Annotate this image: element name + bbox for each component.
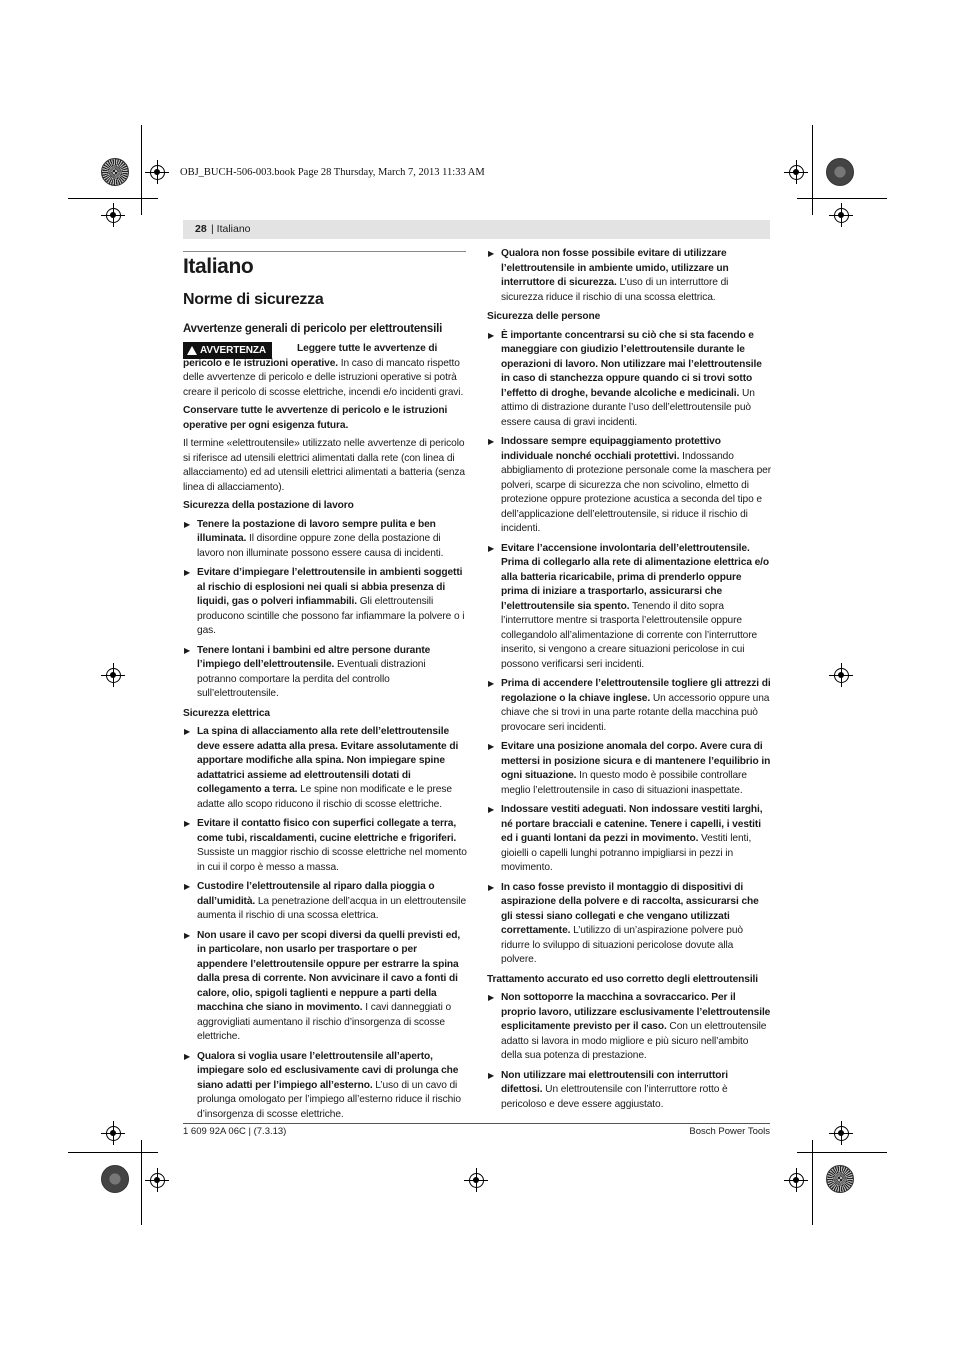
trim-line: [797, 1152, 887, 1153]
title-rule: [183, 251, 466, 252]
bullet-item: [183, 518, 467, 562]
top-list: [487, 247, 771, 305]
bullet-item: [487, 677, 771, 735]
triangle-right-icon: ▶: [184, 645, 191, 655]
bullet-item: [487, 435, 771, 537]
bullet-text: Gli elettroutensili producono scintille che possono far infiammare la polvere o i gas.: [197, 596, 465, 636]
bullet-item: [487, 1069, 771, 1113]
bullet-text: Con un elettroutensile adatto si lavora in modo migliore e più sicuro nell’ambito della sua potenza di prestazione.: [501, 1021, 767, 1061]
trim-line: [141, 125, 142, 215]
bullet-bold-text: Non sottoporre la macchina a sovraccarico. Per il proprio lavoro, utilizzare esclusivamente l’elettroutensile esplicitamente previsto per il caso.: [501, 992, 771, 1032]
header-language-label: Italiano: [216, 223, 251, 235]
bullet-item: [183, 1050, 467, 1123]
rosette-mark-icon: [101, 158, 129, 186]
bullet-text: Un attimo di distrazione durante l’uso dell’elettroutensile può essere causa di gravi incidenti.: [501, 387, 755, 428]
personal-list: [487, 329, 771, 968]
header-language: [211, 223, 251, 235]
bullet-text: Un elettroutensile con l’interruttore rotto è pericoloso e deve essere aggiustato.: [501, 1084, 728, 1110]
warning-bold-text: Leggere tutte le avvertenze di pericolo e le istruzioni operative.: [183, 343, 438, 369]
bullet-bold-text: Prima di accendere l’elettroutensile togliere gli attrezzi di regolazione o la chiave inglese.: [501, 678, 771, 704]
bullet-item: [487, 542, 771, 673]
trim-line: [68, 1152, 158, 1153]
bullet-item: [487, 991, 771, 1064]
bullet-bold-text: Indossare vestiti adeguati. Non indossare vestiti larghi, né portare bracciali e catenine. Tenere i capelli, i vestiti ed i guanti lontani da pezzi in movimento.: [501, 804, 763, 844]
bullet-bold-text: Custodire l’elettroutensile al riparo dalla pioggia o dall’umidità.: [197, 881, 435, 907]
bullet-bold-text: Evitare una posizione anomala del corpo. Avere cura di mettersi in posizione sicura e di mantenere l’equilibrio in ogni situazione.: [501, 741, 771, 781]
bullet-bold-text: Non utilizzare mai elettroutensili con interruttori difettosi.: [501, 1069, 728, 1095]
bullet-text: In questo modo è possibile controllare meglio l’elettroutensile in caso di situazioni inaspettate.: [501, 770, 747, 796]
triangle-right-icon: ▶: [488, 742, 495, 751]
bullet-bold-text: Indossare sempre equipaggiamento protettivo individuale nonché occhiali protettivi.: [501, 436, 721, 462]
warning-triangle-icon: [187, 346, 197, 355]
bullet-text: Il disordine oppure zone della postazione di lavoro non illuminate possono essere causa di incidenti.: [197, 533, 444, 559]
personal-heading: Sicurezza delle persone: [487, 311, 601, 322]
bullet-bold-text: La spina di allacciamento alla rete dell’elettroutensile deve essere adatta alla presa. Evitare assolutamente di apportare modifiche alla spina. Non impiegare spine adattatrici assieme ad elettroutensili dotati di collegamento a terra.: [197, 726, 459, 795]
bullet-item: [487, 247, 771, 305]
bullet-item: [183, 880, 467, 924]
bullet-bold-text: Qualora si voglia usare l’elettroutensile all’aperto, impiegare solo ed esclusivamente cavi di prolunga che siano adatti per l’impiego all’esterno.: [197, 1050, 459, 1091]
warning-text: In caso di mancato rispetto delle avvertenze di pericolo e delle istruzioni operative si potrà creare il pericolo di scosse elettriche, incendi e/o incidenti gravi.: [183, 357, 464, 398]
triangle-right-icon: ▶: [488, 805, 495, 814]
bullet-text: L’utilizzo di un’aspirazione polvere può ridurre lo sviluppo di situazioni pericolose dovute alla polvere.: [501, 925, 743, 965]
keep-instructions: [183, 404, 467, 433]
workplace-heading: Sicurezza della postazione di lavoro: [183, 500, 354, 511]
trim-line: [812, 125, 813, 215]
bullet-item: [487, 329, 771, 431]
triangle-right-icon: ▶: [488, 330, 495, 340]
bullet-bold-text: Evitare il contatto fisico con superfici collegate a terra, come tubi, riscaldamenti, cucine elettriche e frigoriferi.: [197, 818, 457, 844]
bullet-bold-text: Evitare l’accensione involontaria dell’elettroutensile. Prima di collegarlo alla rete di alimentazione elettrica e/o alla batteria ricaricabile, prima di prenderlo oppure prima di iniziare a trasportarlo, assicurarsi che l’elettroutensile sia spento.: [501, 542, 770, 612]
bullet-text: Tenendo il dito sopra l’interruttore mentre si trasporta l’elettroutensile oppure collegandolo all’alimentazione di corrente con l’interruttore inserito, si vengono a creare situazioni pericolose in cui possono verificarsi seri incidenti.: [501, 600, 758, 670]
page-title: Italiano: [183, 255, 254, 278]
bullet-item: [183, 725, 467, 812]
triangle-right-icon: ▶: [184, 727, 191, 736]
triangle-right-icon: ▶: [184, 930, 191, 940]
triangle-right-icon: ▶: [488, 882, 495, 892]
bullet-text: La penetrazione dell’acqua in un elettroutensile aumenta il rischio di una scossa elettrica.: [197, 895, 467, 921]
triangle-right-icon: ▶: [488, 249, 495, 258]
warning-badge-label: AVVERTENZA: [200, 345, 267, 356]
bullet-item: [487, 803, 771, 876]
triangle-right-icon: ▶: [488, 1070, 495, 1080]
triangle-right-icon: ▶: [184, 568, 191, 577]
page-number: 28: [195, 223, 207, 235]
bullet-text: L’uso di un cavo di prolunga omologato per l’impiego all’esterno riduce il rischio d’insorgenza di scosse elettriche.: [197, 1079, 461, 1120]
workplace-list: [183, 518, 467, 702]
bullet-text: Vestiti lenti, gioielli o capelli lunghi potranno impigliarsi in pezzi in movimento.: [501, 833, 752, 873]
bullet-text: Le spine non modificate e le prese adatte allo scopo riducono il rischio di scosse elettriche.: [197, 784, 452, 810]
bullet-text: Un accessorio oppure una chiave che si trovi in una parte rotante della macchina può provocare seri incidenti.: [501, 692, 770, 733]
triangle-right-icon: ▶: [184, 1051, 191, 1061]
bullet-text: I cavi danneggiati o aggrovigliati aumentano il rischio d’insorgenza di scosse elettriche.: [197, 1002, 452, 1042]
electrical-heading: Sicurezza elettrica: [183, 707, 271, 719]
triangle-right-icon: ▶: [488, 993, 495, 1002]
handling-heading: Trattamento accurato ed uso corretto degli elettroutensili: [487, 973, 759, 985]
bullet-item: [183, 817, 467, 875]
handling-list: [487, 991, 771, 1112]
keep-instructions-text: Conservare tutte le avvertenze di pericolo e le istruzioni operative per ogni esigenza futura.: [183, 405, 448, 431]
rosette-mark-icon: [101, 1165, 129, 1193]
bullet-text: L’uso di un interruttore di sicurezza riduce il rischio di una scossa elettrica.: [501, 277, 729, 303]
trim-line: [797, 198, 887, 199]
triangle-right-icon: ▶: [488, 543, 495, 553]
triangle-right-icon: ▶: [184, 882, 191, 891]
section-heading: Avvertenze generali di pericolo per elettroutensili: [183, 323, 443, 335]
triangle-right-icon: ▶: [184, 519, 191, 529]
left-column: [183, 254, 467, 1127]
bullet-bold-text: Evitare d’impiegare l’elettroutensile in ambienti soggetti al rischio di esplosioni nei quali si abbia presenza di liquidi, gas o polveri infiammabili.: [197, 567, 463, 607]
bullet-item: [487, 740, 771, 798]
bullet-bold-text: In caso fosse previsto il montaggio di dispositivi di aspirazione della polvere e di raccolta, assicurarsi che gli stessi siano collegati e che vengano utilizzati correttamente.: [501, 881, 759, 936]
section-title: Norme di sicurezza: [183, 291, 324, 308]
bullet-text: Indossando abbigliamento di protezione personale come la maschera per polveri, scarpe di sicurezza che non scivolino, elmetto di protezione oppure protezione acustica a seconda del tipo e dell’applicazione dell’elettroutensile, si riduce il rischio di incidenti.: [501, 450, 771, 534]
bullet-bold-text: Qualora non fosse possibile evitare di utilizzare l’elettroutensile in ambiente umido, utilizzare un interruttore di sicurezza.: [501, 248, 729, 288]
bullet-item: [183, 929, 467, 1045]
footer-brand: Bosch Power Tools: [689, 1126, 770, 1137]
bullet-item: [183, 644, 467, 702]
triangle-right-icon: ▶: [488, 679, 495, 688]
footer-rule: [183, 1123, 770, 1124]
definition-paragraph: Il termine «elettroutensile» utilizzato nelle avvertenze di pericolo si riferisce ad utensili elettrici alimentati dalla rete (con linea di allacciamento) ed ad utensili elettrici alimentati a batteria (senza linea di allacciamento).: [183, 438, 465, 493]
header-separator: |: [211, 223, 214, 235]
bullet-bold-text: Non usare il cavo per scopi diversi da quelli previsti ed, in particolare, non usarlo per trasportare o per appendere l’elettroutensile oppure per estrarre la spina dalla presa di corrente. Non avvicinare il cavo a fonti di calore, olio, spigoli taglienti e neppure a parti della macchina che siano in movimento.: [197, 929, 461, 1013]
trim-line: [68, 198, 158, 199]
bullet-text: Eventuali distrazioni potranno comportare la perdita del controllo sull’elettroutensile.: [197, 659, 426, 699]
rosette-mark-icon: [826, 1165, 854, 1193]
bullet-bold-text: Tenere la postazione di lavoro sempre pulita e ben illuminata.: [197, 518, 436, 544]
rosette-mark-icon: [826, 158, 854, 186]
triangle-right-icon: ▶: [488, 437, 495, 446]
bullet-bold-text: Tenere lontani i bambini ed altre persone durante l’impiego dell’elettroutensile.: [197, 644, 431, 670]
right-column: [487, 247, 771, 1117]
bullet-bold-text: È importante concentrarsi su ciò che si sta facendo e maneggiare con giudizio l’elettroutensile durante le operazioni di lavoro. Non utilizzare mai l’elettroutensile in caso di stanchezza oppure quando ci si trovi sotto l’effetto di droghe, bevande alcoliche e medicinali.: [501, 329, 762, 399]
footer-code: 1 609 92A 06C | (7.3.13): [183, 1126, 287, 1137]
bullet-text: Sussiste un maggior rischio di scosse elettriche nel momento in cui il corpo è messo a massa.: [197, 847, 467, 873]
bullet-item: [487, 881, 771, 968]
electrical-list: [183, 725, 467, 1122]
bullet-item: [183, 566, 467, 639]
running-header: [183, 220, 770, 239]
print-slug: OBJ_BUCH-506-003.book Page 28 Thursday, March 7, 2013 11:33 AM: [180, 167, 485, 178]
triangle-right-icon: ▶: [184, 819, 191, 828]
